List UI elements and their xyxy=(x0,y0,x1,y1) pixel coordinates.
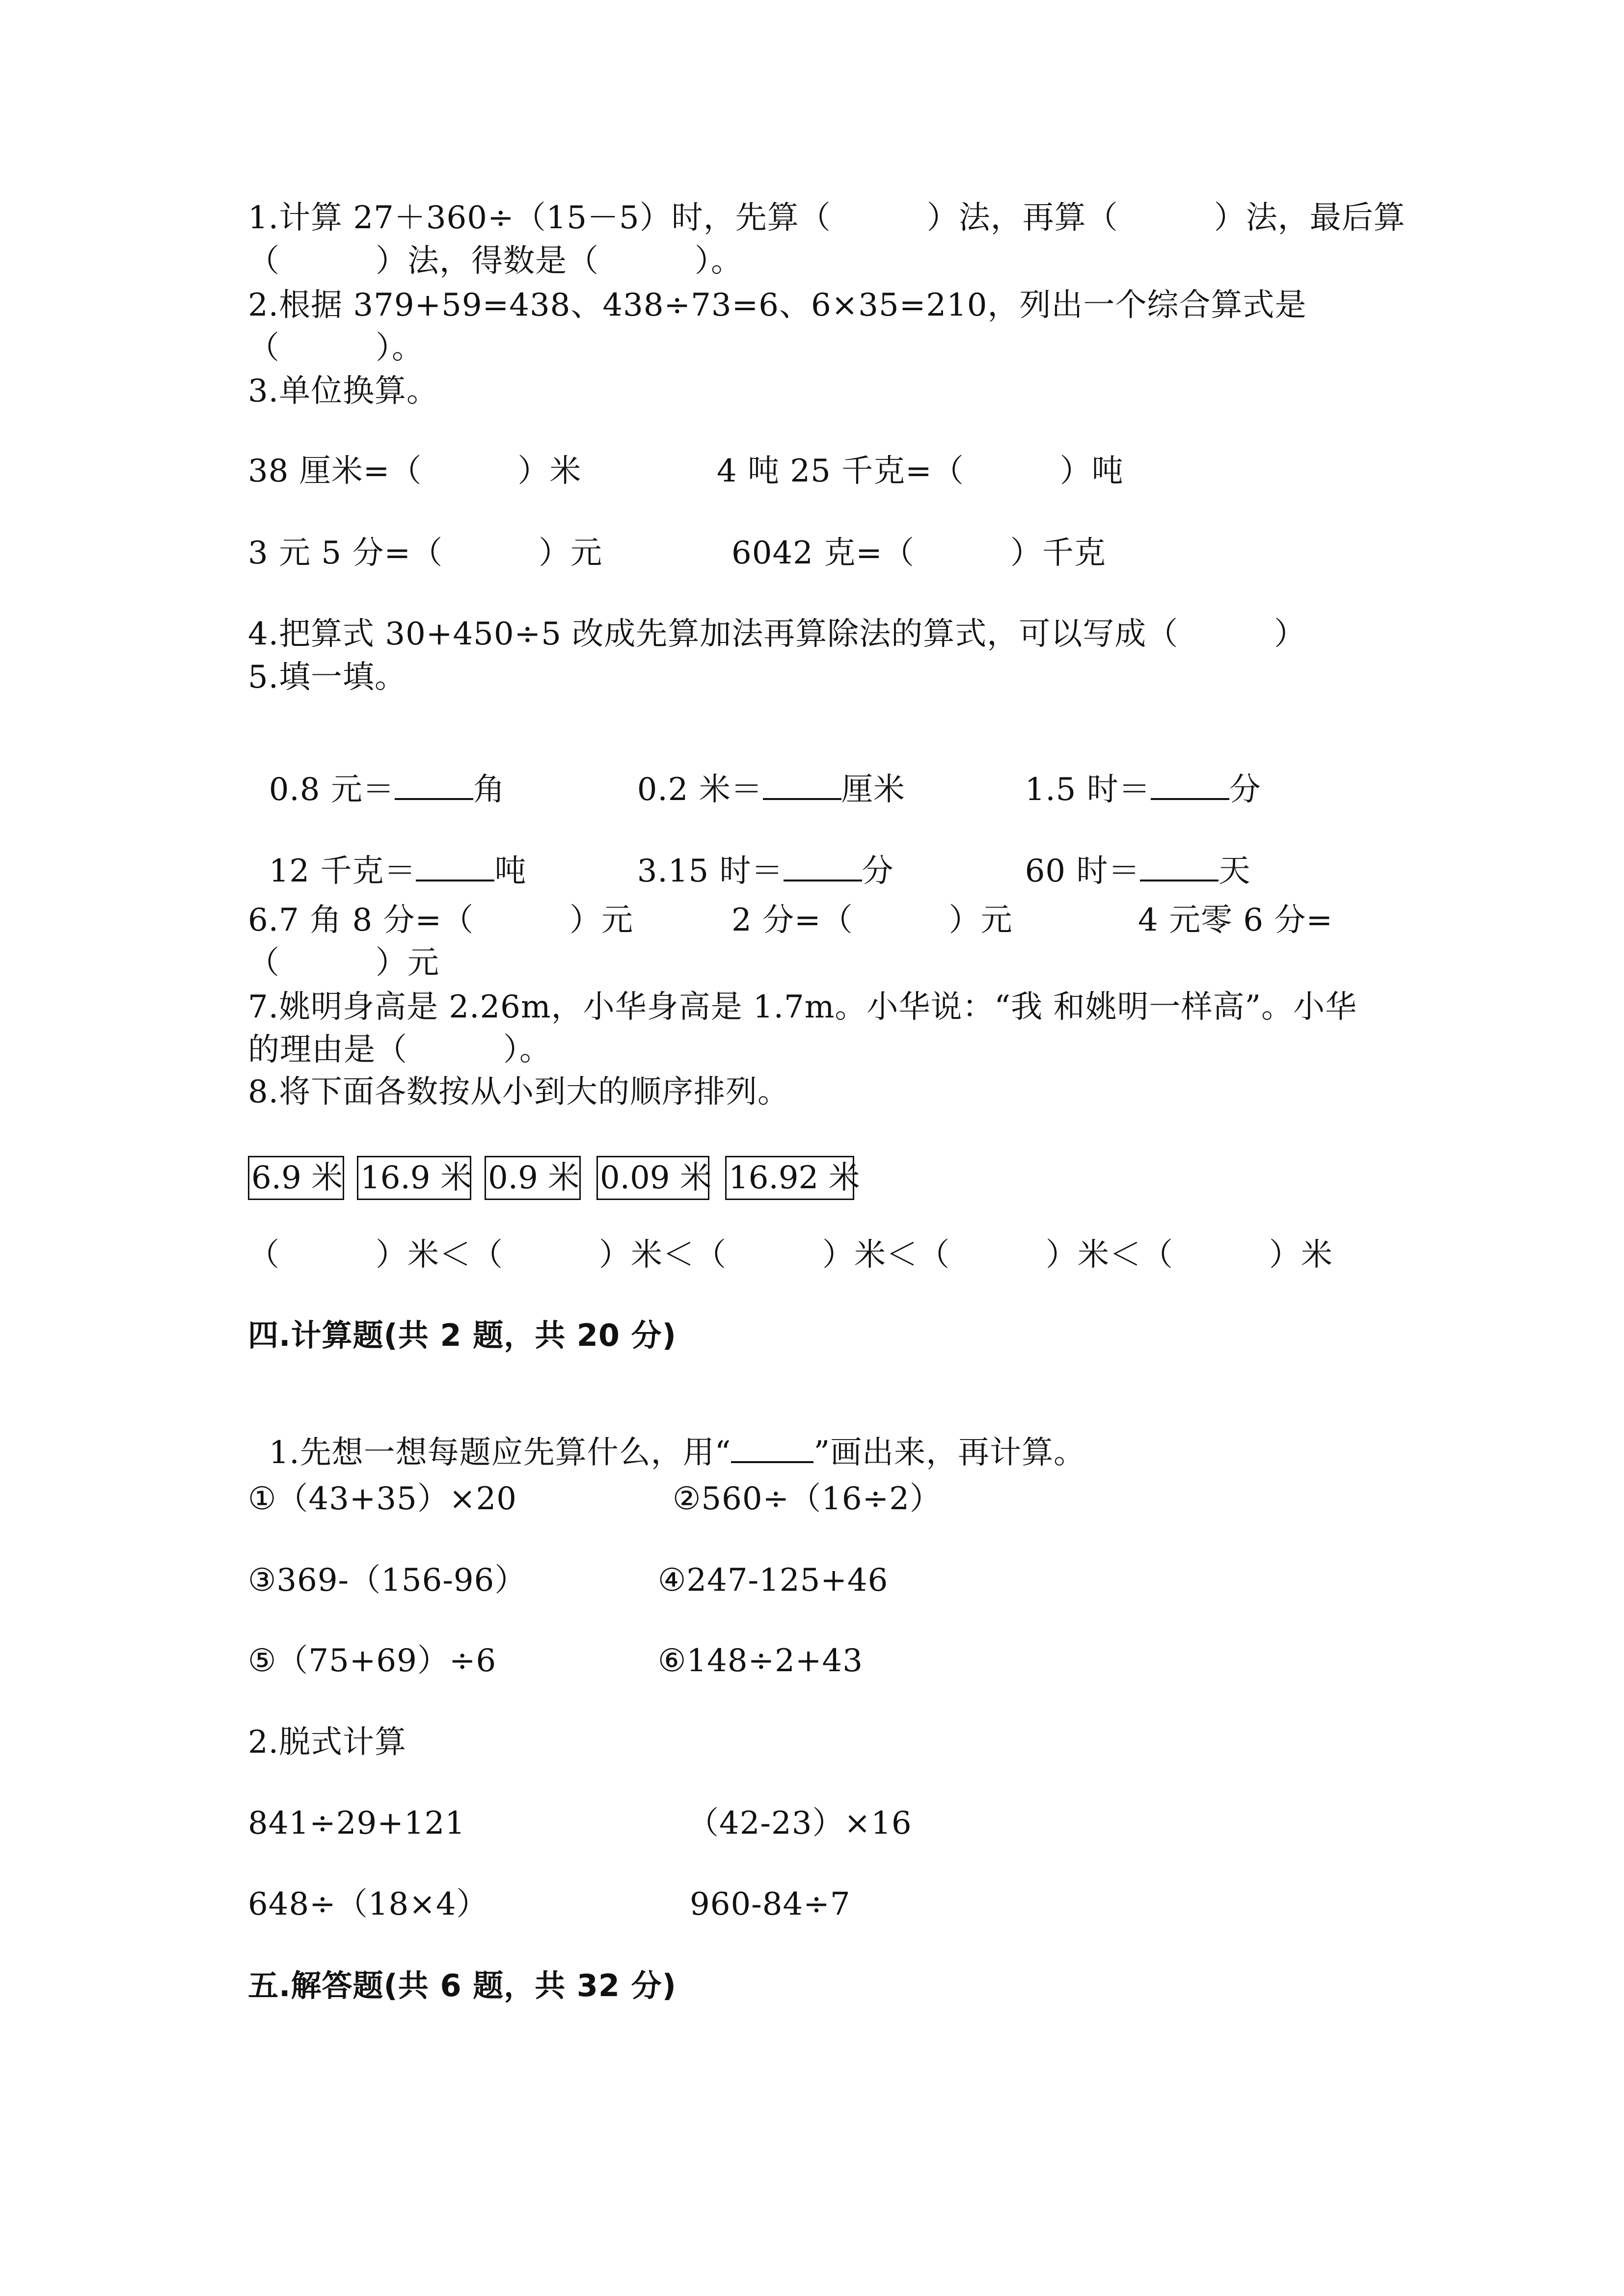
calc-item-4: ④247-125+46 xyxy=(658,1562,889,1599)
q3-row1-item2: 4 吨 25 千克=（ ）吨 xyxy=(717,453,1124,489)
number-box: 6.9 米 xyxy=(248,1156,344,1200)
q3-row2-item2: 6042 克=（ ）千克 xyxy=(731,535,1106,571)
q5-row1-item2: 0.2 米＝ 厘米 xyxy=(637,772,905,808)
q8-title: 8.将下面各数按从小到大的顺序排列。 xyxy=(248,1074,790,1110)
p4-q2-title: 2.脱式计算 xyxy=(248,1724,407,1761)
q2-line1: 2.根据 379+59=438、438÷73=6、6×35=210，列出一个综合算式是 xyxy=(248,287,1307,323)
answer-blank xyxy=(784,855,862,881)
q1-line2: （ ）法，得数是（ ）。 xyxy=(248,243,743,279)
section-heading-4: 四.计算题(共 2 题，共 20 分) xyxy=(248,1317,677,1353)
stepwise-item-2: （42-23）×16 xyxy=(687,1805,912,1842)
answer-blank xyxy=(416,855,494,881)
q5-row2-item3: 60 时＝ 天 xyxy=(1025,853,1251,889)
section-heading-5: 五.解答题(共 6 题，共 32 分) xyxy=(248,1968,677,2003)
calc-item-5: ⑤（75+69）÷6 xyxy=(248,1643,497,1679)
q5-title: 5.填一填。 xyxy=(248,659,407,695)
q6-item1: 6.7 角 8 分=（ ）元 xyxy=(248,902,634,938)
q4-line: 4.把算式 30+450÷5 改成先算加法再算除法的算式，可以写成（ ） xyxy=(248,616,1306,652)
q3-row1-item1: 38 厘米=（ ）米 xyxy=(248,453,582,489)
number-box: 16.9 米 xyxy=(357,1156,471,1200)
underline-sample xyxy=(731,1434,813,1463)
q5-row1-item3: 1.5 时＝ 分 xyxy=(1025,772,1261,808)
q3-title: 3.单位换算。 xyxy=(248,373,439,409)
number-box: 0.9 米 xyxy=(485,1156,581,1200)
answer-blank xyxy=(763,774,841,800)
q7-line2: 的理由是（ ）。 xyxy=(248,1032,551,1068)
calc-item-1: ①（43+35）×20 xyxy=(248,1481,517,1517)
q7-line1: 7.姚明身高是 2.26m，小华身高是 1.7m。小华说：“我 和姚明一样高”。小华 xyxy=(248,989,1357,1025)
answer-blank xyxy=(1151,774,1229,800)
calc-item-3: ③369-（156-96） xyxy=(248,1562,527,1599)
q1-line1: 1.计算 27＋360÷（15－5）时，先算（ ）法，再算（ ）法，最后算 xyxy=(248,200,1406,236)
q5-row1-item1: 0.8 元＝ 角 xyxy=(269,772,505,808)
calc-item-2: ②560÷（16÷2） xyxy=(673,1481,942,1517)
stepwise-item-3: 648÷（18×4） xyxy=(248,1886,488,1922)
q3-row2-item1: 3 元 5 分=（ ）元 xyxy=(248,535,603,571)
answer-blank xyxy=(395,774,473,800)
q5-row2-item2: 3.15 时＝ 分 xyxy=(637,853,894,889)
q6-line2: （ ）元 xyxy=(248,945,439,981)
number-box: 0.09 米 xyxy=(596,1156,709,1200)
q6-item3: 4 元零 6 分= xyxy=(1138,902,1333,938)
q5-row2-item1: 12 千克＝ 吨 xyxy=(269,853,527,889)
q6-item2: 2 分=（ ）元 xyxy=(731,902,1013,938)
p4-q1-instruction: 1.先想一想每题应先算什么，用“ ”画出来，再计算。 xyxy=(269,1435,1086,1471)
stepwise-item-4: 960-84÷7 xyxy=(690,1886,851,1922)
q2-line2: （ ）。 xyxy=(248,330,424,366)
answer-blank xyxy=(1140,855,1218,881)
calc-item-6: ⑥148÷2+43 xyxy=(658,1643,863,1679)
number-box: 16.92 米 xyxy=(725,1156,854,1200)
stepwise-item-1: 841÷29+121 xyxy=(248,1805,465,1842)
q8-order-line: （ ）米＜（ ）米＜（ ）米＜（ ）米＜（ ）米 xyxy=(248,1237,1333,1273)
